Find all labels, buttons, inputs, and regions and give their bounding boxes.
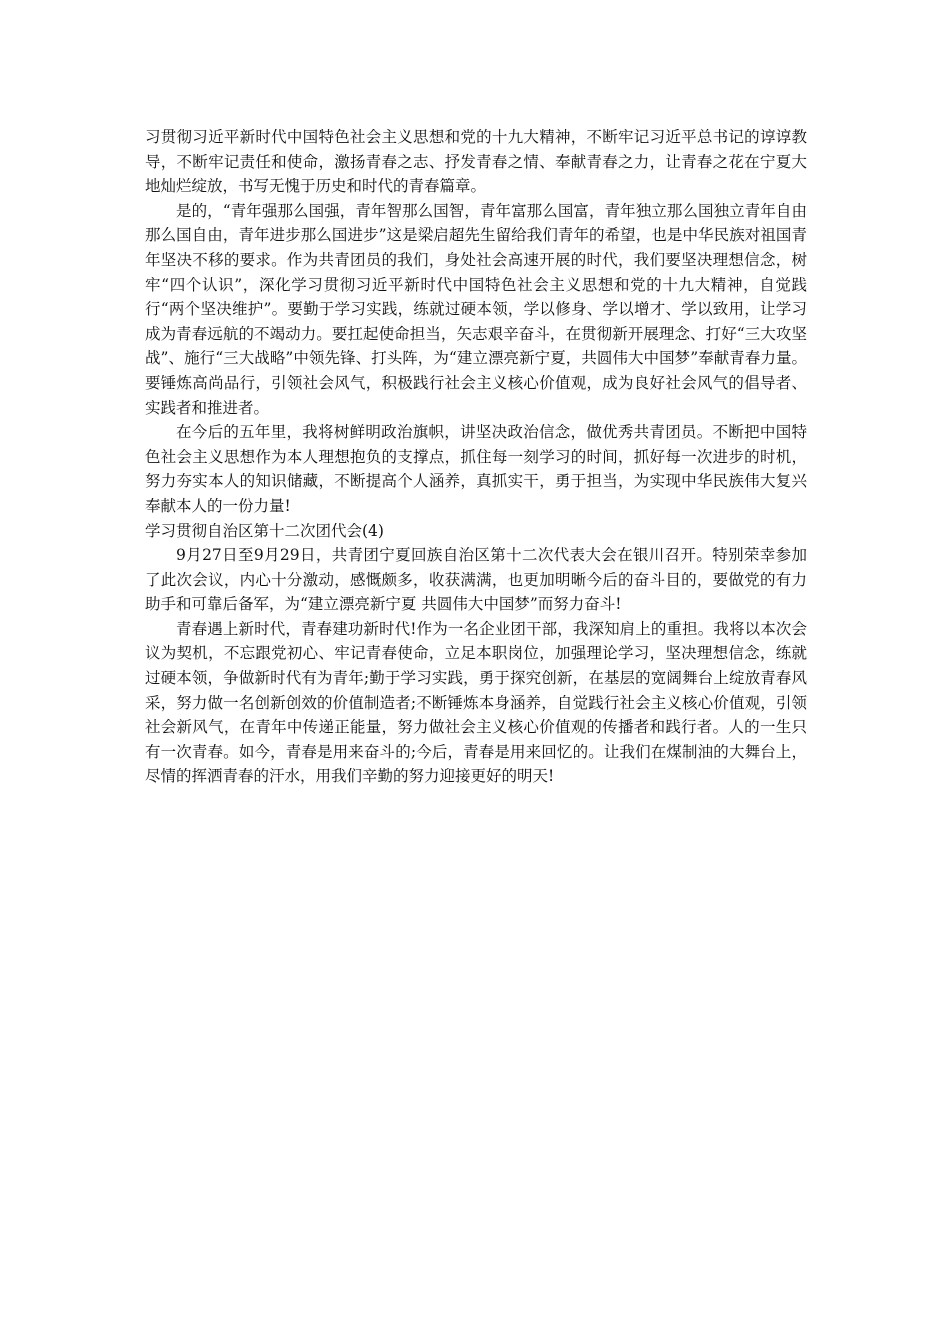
paragraph-five-years: 在今后的五年里，我将树鲜明政治旗帜，讲坚决政治信念，做优秀共青团员。不断把中国特色社会主义思想作为本人理想抱负的支撑点，抓住每一刻学习的时间，抓好每一次进步的时机，努力夯实本人的知识储藏，不断提高个人涵养，真抓实干，勇于担当，为实现中华民族伟大复兴奉献本人的一份力量!	[145, 423, 807, 515]
section-heading: 学习贯彻自治区第十二次团代会(4)	[145, 521, 384, 540]
paragraph-youth-strong: 是的，“青年强那么国强，青年智那么国智，青年富那么国富，青年独立那么国独立青年自由那么国自由，青年进步那么国进步”这是梁启超先生留给我们青年的希望，也是中华民族对祖国青年坚决不移的要求。作为共青团员的我们，身处社会高速开展的时代，我们要坚决理想信念，树牢“四个认识”，深化学习贯彻习近平新时代中国特色社会主义思想和党的十九大精神，自觉践行“两个坚决维护”。要勤于学习实践，练就过硬本领，学以修身、学以增才、学以致用，让学习成为青春远航的不竭动力。要扛起使命担当，矢志艰辛奋斗，在贯彻新开展理念、打好“三大攻坚战”、施行“三大战略”中领先锋、打头阵，为“建立漂亮新宁夏，共圆伟大中国梦”奉献青春力量。要锤炼高尚品行，引领社会风气，积极践行社会主义核心价值观，成为良好社会风气的倡导者、实践者和推进者。	[145, 201, 807, 417]
paragraph-new-era: 青春遇上新时代，青春建功新时代!作为一名企业团干部，我深知肩上的重担。我将以本次会议为契机，不忘跟党初心、牢记青春使命，立足本职岗位，加强理论学习，坚决理想信念，练就过硬本领，争做新时代有为青年;勤于学习实践，勇于探究创新，在基层的宽阔舞台上绽放青春风采，努力做一名创新创效的价值制造者;不断锤炼本身涵养，自觉践行社会主义核心价值观，引领社会新风气，在青年中传递正能量，努力做社会主义核心价值观的传播者和践行者。人的一生只有一次青春。如今，青春是用来奋斗的;今后，青春是用来回忆的。让我们在煤制油的大舞台上，尽情的挥洒青春的汗水，用我们辛勤的努力迎接更好的明天!	[145, 619, 807, 786]
paragraph-continuation: 习贯彻习近平新时代中国特色社会主义思想和党的十九大精神，不断牢记习近平总书记的谆谆教导，不断牢记责任和使命，激扬青春之志、抒发青春之情、奉献青春之力，让青春之花在宁夏大地灿烂绽放，书写无愧于历史和时代的青春篇章。	[145, 128, 807, 196]
document-page	[145, 125, 807, 789]
paragraph-congress: 9月27日至9月29日，共青团宁夏回族自治区第十二次代表大会在银川召开。特别荣幸参加了此次会议，内心十分激动，感慨颇多，收获满满，也更加明晰今后的奋斗目的，要做党的有力助手和可靠后备军，为“建立漂亮新宁夏 共圆伟大中国梦”而努力奋斗!	[145, 546, 807, 614]
